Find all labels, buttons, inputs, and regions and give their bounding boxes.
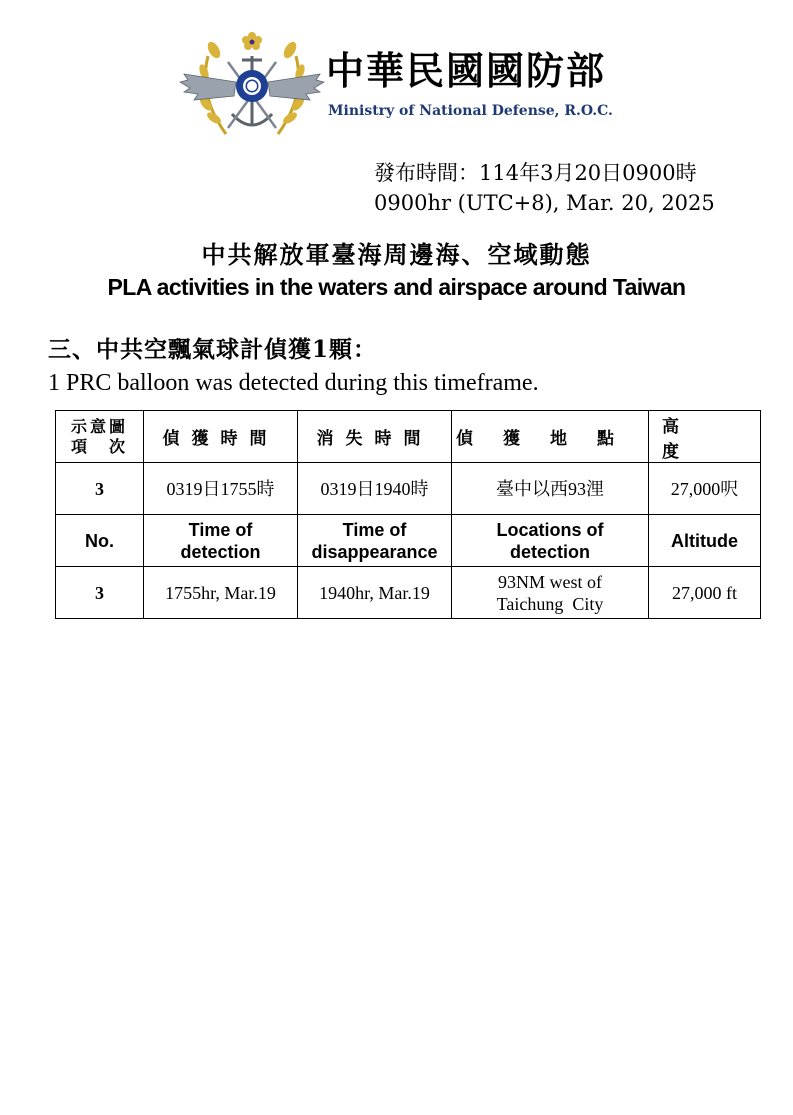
page-title-en: PLA activities in the waters and airspace around Taiwan [107, 274, 686, 300]
table-header-row-zh [56, 411, 761, 463]
header-altitude-en: Altitude [649, 515, 761, 567]
header-location-en: Locations of detection [452, 515, 649, 567]
header-detect-time-zh: 偵獲時間 [144, 411, 298, 463]
cell-location: 臺中以西93浬 [452, 463, 649, 515]
section-heading-zh: 三、中共空飄氣球計偵獲1顆： [48, 336, 378, 363]
cell-disappear-time: 0319日1940時 [298, 463, 452, 515]
cell-detect-time: 0319日1755時 [144, 463, 298, 515]
header-location-zh: 偵獲地點 [452, 411, 649, 463]
release-time-zh: 發布時間：114年3月20日0900時 [374, 161, 697, 185]
cell-no: 3 [56, 463, 144, 515]
cell-detect-time-en: 1755hr, Mar.19 [144, 567, 298, 619]
release-time-en: 0900hr (UTC+8), Mar. 20, 2025 [374, 191, 715, 215]
org-name-zh: 中華民國國防部 [326, 49, 607, 93]
header-no-zh [56, 411, 144, 463]
header-disappear-time-en: Time of disappearance [298, 515, 452, 567]
cell-location-en: 93NM west of Taichung City [452, 567, 649, 619]
balloon-report-table [55, 410, 761, 619]
release-time [374, 158, 715, 218]
cell-no-en: 3 [56, 567, 144, 619]
cell-disappear-time-en: 1940hr, Mar.19 [298, 567, 452, 619]
header-disappear-time-zh: 消失時間 [298, 411, 452, 463]
cell-altitude-en: 27,000 ft [649, 567, 761, 619]
table-header-row-en [56, 515, 761, 567]
header-altitude-zh: 高度 [649, 411, 761, 463]
table-row [56, 567, 761, 619]
section-heading-en: 1 PRC balloon was detected during this timeframe. [48, 370, 539, 396]
header-no-zh-line1: 示意圖 [70, 416, 128, 436]
org-name-en: Ministry of National Defense, R.O.C. [328, 103, 613, 119]
mnd-emblem-icon [178, 26, 326, 144]
cell-altitude: 27,000呎 [649, 463, 761, 515]
page-title-zh: 中共解放軍臺海周邊海、空域動態 [201, 240, 592, 269]
header-detect-time-en: Time of detection [144, 515, 298, 567]
header-no-zh-line2: 項 次 [70, 436, 128, 456]
header-no-en: No. [56, 515, 144, 567]
table-row [56, 463, 761, 515]
